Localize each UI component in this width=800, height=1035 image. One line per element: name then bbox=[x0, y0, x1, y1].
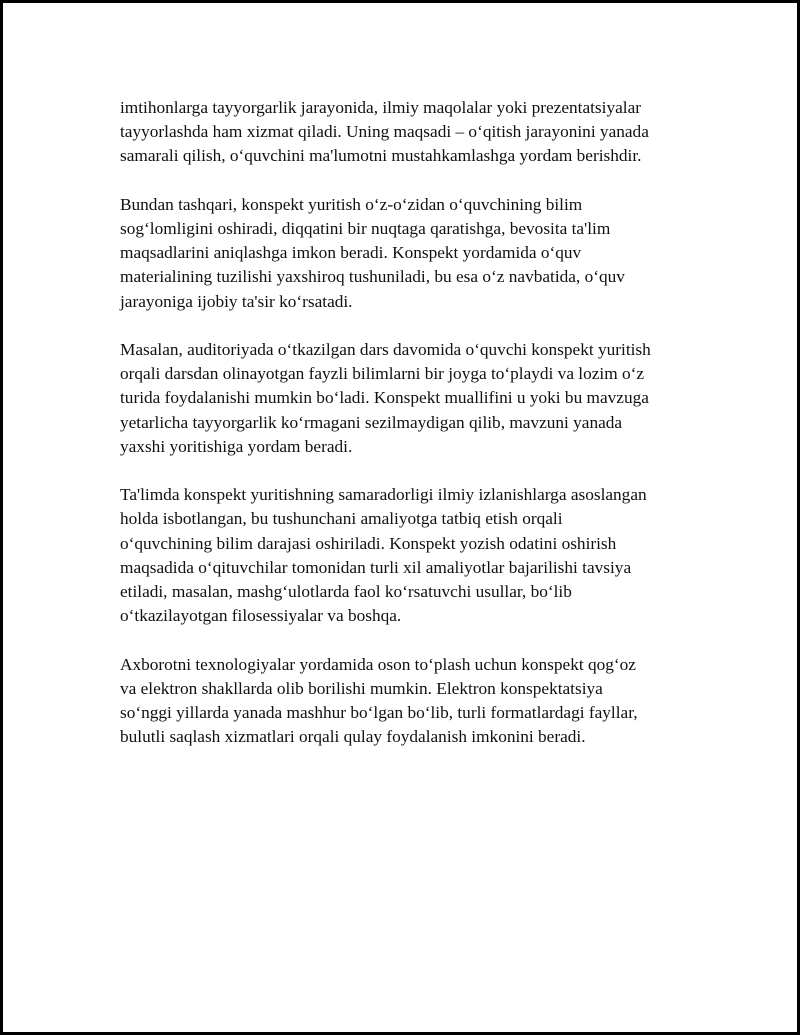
text-line: maqsadlarini aniqlashga imkon beradi. Konspekt yordamida oʻquv bbox=[120, 243, 582, 263]
text-line: maqsadida oʻqituvchilar tomonidan turli xil amaliyotlar bajarilishi tavsiya bbox=[120, 557, 632, 577]
text-line: Bundan tashqari, konspekt yuritish oʻz-oʻzidan oʻquvchining bilim bbox=[120, 194, 583, 214]
document-body bbox=[120, 96, 700, 774]
paragraph bbox=[120, 483, 700, 628]
text-line: holda isbotlangan, bu tushunchani amaliyotga tatbiq etish orqali bbox=[120, 509, 563, 529]
text-line: oʻtkazilayotgan filosessiyalar va boshqa. bbox=[120, 606, 402, 626]
text-line: Masalan, auditoriyada oʻtkazilgan dars davomida oʻquvchi konspekt yuritish bbox=[120, 340, 651, 359]
paragraph bbox=[120, 653, 700, 750]
text-line: etiladi, masalan, mashgʻulotlarda faol koʻrsatuvchi usullar, boʻlib bbox=[120, 582, 572, 602]
paragraph bbox=[120, 193, 700, 314]
text-line: orqali darsdan olinayotgan fayzli bilimlarni bir joyga toʻplaydi va lozim oʻz bbox=[120, 364, 645, 384]
text-line: bulutli saqlash xizmatlari orqali qulay foydalanish imkonini beradi. bbox=[120, 727, 586, 747]
text-line: Axborotni texnologiyalar yordamida oson toʻplash uchun konspekt qogʻoz bbox=[120, 654, 636, 674]
text-line: soʻnggi yillarda yanada mashhur boʻlgan boʻlib, turli formatlardagi fayllar, bbox=[120, 703, 638, 723]
text-line: turida foydalanishi mumkin boʻladi. Konspekt muallifini u yoki bu mavzuga bbox=[120, 388, 649, 408]
paragraph bbox=[120, 96, 700, 169]
text-line: imtihonlarga tayyorgarlik jarayonida, ilmiy maqolalar yoki prezentatsiyalar bbox=[120, 98, 641, 117]
text-line: materialining tuzilishi yaxshiroq tushuniladi, bu esa oʻz navbatida, oʻquv bbox=[120, 267, 625, 287]
text-line: yetarlicha tayyorgarlik koʻrmagani sezilmaydigan qilib, mavzuni yanada bbox=[120, 412, 623, 432]
text-line: va elektron shakllarda olib borilishi mumkin. Elektron konspektatsiya bbox=[120, 678, 603, 698]
text-line: jarayoniga ijobiy ta'sir koʻrsatadi. bbox=[120, 291, 353, 311]
text-line: samarali qilish, oʻquvchini ma'lumotni mustahkamlashga yordam berishdir. bbox=[120, 146, 642, 166]
text-line: sogʻlomligini oshiradi, diqqatini bir nuqtaga qaratishga, bevosita ta'lim bbox=[120, 219, 611, 238]
text-line: oʻquvchining bilim darajasi oshiriladi. Konspekt yozish odatini oshirish bbox=[120, 533, 617, 553]
text-line: Ta'limda konspekt yuritishning samaradorligi ilmiy izlanishlarga asoslangan bbox=[120, 485, 647, 505]
text-line: yaxshi yoritishiga yordam beradi. bbox=[120, 436, 353, 456]
text-line: tayyorlashda ham xizmat qiladi. Uning maqsadi – oʻqitish jarayonini yanada bbox=[120, 122, 649, 142]
paragraph bbox=[120, 338, 700, 459]
